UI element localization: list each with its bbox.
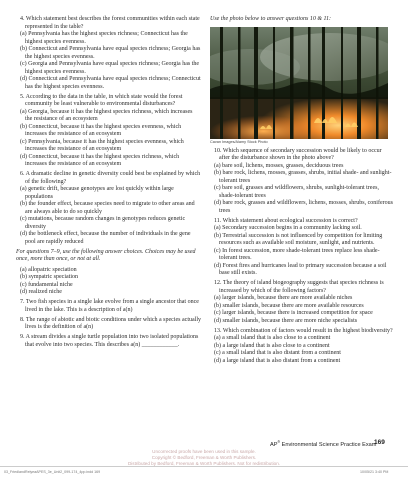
forest-fire-image [210,27,388,139]
answer-option: (c) mutations, because random changes in genotypes reduces genetic diversity [20,216,186,230]
footer-title [270,440,376,448]
question-stem: 8. The range of abiotic and biotic conditions under which a species actually lives is the definition of a(n) [20,316,201,330]
instructions-7-9: For questions 7–9, use the following answer choices. Choices may be used once, more than once, or not at all. [16,248,196,262]
question-8 [16,317,201,332]
question-stem: 11. Which statement about ecological succession is correct? [214,217,358,224]
answer-option: (d) the bottleneck effect, because the number of individuals in the gene pool are rapidly reduced [20,231,191,245]
answer-option: (c) larger islands, because there is increased competition for space [214,310,373,316]
answer-choice: (a) allopatric speciation [20,266,77,273]
question-stem: 6. A dramatic decline in genetic diversity could best be explained by which of the following? [20,171,201,185]
answer-option: (b) Connecticut, because it has the highest species evenness, which increases the resistance of an ecosystem [20,123,182,137]
answer-choice: (b) sympatric speciation [20,274,78,280]
answer-option: (b) a large island that is also close to a continent [214,342,330,349]
answer-option: (a) Georgia, because it has the highest species richness, which increases the resistance of an ecosystem [20,108,193,122]
answer-option: (a) a small island that is also close to a continent [214,335,331,341]
answer-option: (d) bare rock, grasses and wildflowers, lichens, mosses, shrubs, coniferous trees [214,200,393,214]
watermark-line: Distributed by Bedford, Freeman & Worth Publishers. Not for redistribution. [127,461,281,466]
question-13 [210,328,394,366]
page-number: 169 [374,439,385,446]
print-slug-date: 10/05/21 3:40 PM [360,470,389,474]
shared-answer-choices [16,267,201,297]
answer-option: (d) Forest fires and hurricanes lead to primary succession because a soil base still exists. [214,262,387,276]
print-slug-file: 03_FriedlandRelyeaAPES_3e_Unit2_099-174_4pp.indd 169 [4,470,101,474]
right-column [210,16,394,368]
question-stem: 12. The theory of island biogeography suggests that species richness is increased by which of the following factors? [214,280,384,294]
question-11 [210,218,394,278]
footer-title-rest: Environmental Science Practice Exam [280,441,377,448]
question-stem: 9. A stream divides a single turtle population into two isolated populations that evolve into two species. This describes a(n) ____________. [20,334,199,348]
answer-option: (a) bare soil, lichens, mosses, grasses, deciduous trees [214,162,344,169]
watermark-line: Uncorrected proofs have been used in this sample. [152,449,256,454]
question-stem: 5. According to the data in the table, in which state would the forest community be least vulnerable to environmental disturbances? [20,93,183,107]
slug-divider [0,466,408,467]
answer-option: (b) Terrestrial succession is not influenced by competition for limiting resources such as available soil moisture, sunlight, and nutrients. [214,232,383,246]
question-10 [210,148,394,216]
answer-choice: (c) fundamental niche [20,281,73,288]
question-4 [16,16,201,91]
answer-option: (c) a small island that is also distant from a continent [214,350,341,356]
answer-option: (c) bare soil, grasses and wildflowers, shrubs, sunlight-tolerant trees, shade-tolerant trees [214,185,379,199]
answer-option: (a) larger islands, because there are more available niches [214,295,353,301]
question-5 [16,94,201,169]
answer-option: (c) Georgia and Pennsylvania have equal species richness; Georgia has the highest species evenness. [20,61,200,75]
answer-option: (b) smaller islands, because there are more available resources [214,302,364,309]
question-stem: 7. Two fish species in a single lake evolve from a single ancestor that once lived in the lake. This is a description of a(n) [20,299,199,313]
left-column [16,16,201,352]
question-stem: 13. Which combination of factors would result in the highest biodiversity? [214,327,393,334]
answer-option: (d) a large island that is also distant from a continent [214,357,341,364]
question-7 [16,299,201,314]
answer-option: (d) Connecticut and Pennsylvania have equal species richness; Connecticut has the highest species evenness. [20,76,201,90]
registered-mark: ® [277,440,281,444]
forest-fire-photo [210,27,388,139]
answer-option: (a) Secondary succession begins in a community lacking soil. [214,225,362,231]
answer-option: (c) Pennsylvania, because it has the highest species evenness, which increases the resistance of an ecosystem [20,138,184,152]
footer-title-prefix: AP [270,441,278,448]
answer-option: (d) smaller islands, because there are more niche specialists [214,317,358,324]
answer-option: (c) In forest succession, more shade-tolerant trees replace less shade-tolerant trees. [214,247,380,261]
question-6 [16,171,201,246]
watermark-line: Copyright © Bedford, Freeman & Worth Publishers. [151,455,257,460]
answer-option: (a) Pennsylvania has the highest species richness; Connecticut has the highest species evenness. [20,31,188,45]
photo-credit: Cavan Images/Alamy Stock Photo [210,139,268,144]
question-stem: 10. Which sequence of secondary succession would be likely to occur after the disturbance shown in the photo above? [214,147,382,161]
answer-choice: (d) realized niche [20,289,62,295]
answer-option: (b) the founder effect, because species need to migrate to other areas and are always able to do so quickly [20,201,195,215]
photo-caption: Use the photo below to answer questions 10 & 11: [210,16,332,22]
question-stem: 4. Which statement best describes the forest communities within each state represented in the table? [20,16,200,30]
answer-option: (b) bare rock, lichens, mosses, grasses, shrubs, initial shade- and sunlight- tolerant trees [214,170,392,184]
question-12 [210,280,394,325]
answer-option: (a) genetic drift, because genotypes are lost quickly within large populations [20,186,174,200]
question-9 [16,334,201,349]
answer-option: (b) Connecticut and Pennsylvania have equal species richness; Georgia has the highest species evenness. [20,46,201,60]
answer-option: (d) Connecticut, because it has the highest species richness, which increases the resistance of an ecosystem [20,153,180,167]
